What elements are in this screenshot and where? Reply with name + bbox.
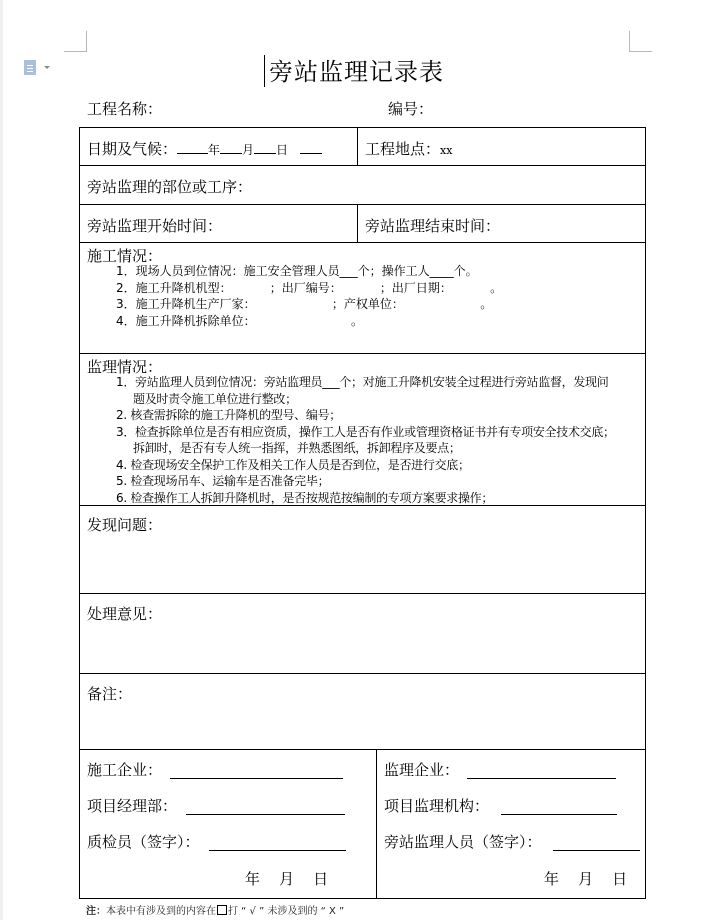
problems-label: 发现问题： xyxy=(87,516,163,534)
supervisor-signature-label: 旁站监理人员（签字）： xyxy=(384,833,542,851)
part-row xyxy=(80,166,645,205)
page-edge xyxy=(0,0,3,920)
list-item: 3．检查拆除单位是否有相应资质，操作工人是否有作业或管理资格证书并有专项安全技术交底； xyxy=(116,424,615,439)
part-label: 旁站监理的部位或工序： xyxy=(87,178,253,196)
construction-heading: 施工情况： xyxy=(87,247,163,265)
number-label: 编号： xyxy=(388,100,434,118)
footnote-text-before: 本表中有涉及到的内容在 xyxy=(106,906,216,917)
supervision-org-label: 项目监理机构： xyxy=(384,797,490,815)
list-item: 2．施工升降机机型： ；出厂编号： ；出厂日期： 。 xyxy=(116,280,503,295)
list-item: 2. 核查需拆除的施工升降机的型号、编号； xyxy=(116,408,341,422)
remarks-label: 备注： xyxy=(87,685,133,703)
date-weather-field[interactable] xyxy=(87,138,322,159)
list-item-continued: 题及时责令施工单位进行整改； xyxy=(133,391,297,406)
list-item-continued: 拆卸时，是否有专人统一指挥，并熟悉图纸，拆卸程序及要点； xyxy=(133,441,461,455)
list-item: 1．旁站监理人员到位情况：旁站监理员___个；对施工升降机安装全过程进行旁站监督，发现问 xyxy=(116,375,609,389)
list-item: 6. 检查操作工人拆卸升降机时，是否按规范按编制的专项方案要求操作； xyxy=(116,490,494,505)
list-item: 1．现场人员到位情况：施工安全管理人员___个；操作工人____个。 xyxy=(116,264,478,278)
date-location-row xyxy=(80,128,645,166)
divider xyxy=(357,128,358,165)
divider xyxy=(376,750,377,898)
date-weather-label: 日期及气候： xyxy=(87,140,178,158)
footnote xyxy=(86,902,344,917)
supervision-heading: 监理情况： xyxy=(87,358,163,376)
project-manager-dept-line[interactable] xyxy=(186,814,345,815)
right-date: 年 月 日 xyxy=(544,870,628,888)
checkbox-icon xyxy=(217,905,227,915)
footnote-text-after: 打 “ √ ” 未涉及到的 “ X ” xyxy=(228,906,345,917)
list-item: 4．施工升降机拆除单位： 。 xyxy=(116,313,363,328)
problems-section[interactable] xyxy=(80,506,645,594)
divider xyxy=(357,205,358,242)
text-cursor xyxy=(264,55,265,87)
handling-section[interactable] xyxy=(80,594,645,674)
supervision-org-line[interactable] xyxy=(501,814,617,815)
location-label: 工程地点： xyxy=(365,140,441,158)
supervisor-signature-line[interactable] xyxy=(553,850,640,851)
list-item: 3．施工升降机生产厂家： ；产权单位： 。 xyxy=(116,297,493,311)
construction-section xyxy=(80,243,645,354)
supervision-section xyxy=(80,354,645,506)
supervision-company-label: 监理企业： xyxy=(384,761,460,779)
time-row xyxy=(80,205,645,243)
quality-inspector-line[interactable] xyxy=(209,850,346,851)
project-name-label: 工程名称： xyxy=(87,100,163,118)
project-manager-dept-label: 项目经理部： xyxy=(87,797,178,815)
month-label: 月 xyxy=(242,143,255,157)
start-time-label[interactable]: 旁站监理开始时间： xyxy=(87,217,223,235)
location-field[interactable] xyxy=(365,138,452,159)
margin-corner-top-right xyxy=(629,31,652,52)
year-label: 年 xyxy=(208,143,221,157)
location-value: xx xyxy=(440,144,453,157)
list-item: 5. 检查现场吊车、运输车是否准备完毕； xyxy=(116,474,330,488)
left-date: 年 月 日 xyxy=(245,870,329,888)
supervision-company-line[interactable] xyxy=(467,778,616,779)
signature-section xyxy=(80,750,645,898)
construction-company-label: 施工企业： xyxy=(87,761,163,779)
list-item: 4. 检查现场安全保护工作及相关工作人员是否到位，是否进行交底； xyxy=(116,457,470,472)
record-table xyxy=(79,127,646,899)
handling-label: 处理意见： xyxy=(87,605,163,623)
end-time-label[interactable]: 旁站监理结束时间： xyxy=(365,217,501,235)
margin-corner-top-left xyxy=(64,31,87,52)
supervision-list xyxy=(116,374,615,506)
construction-company-line[interactable] xyxy=(170,778,343,779)
remarks-section[interactable] xyxy=(80,674,645,750)
quality-inspector-label: 质检员（签字）： xyxy=(87,833,200,851)
footnote-prefix: 注： xyxy=(86,906,106,917)
day-label: 日 xyxy=(276,143,289,157)
document-title: 旁站监理记录表 xyxy=(269,58,444,86)
construction-list xyxy=(116,263,502,329)
